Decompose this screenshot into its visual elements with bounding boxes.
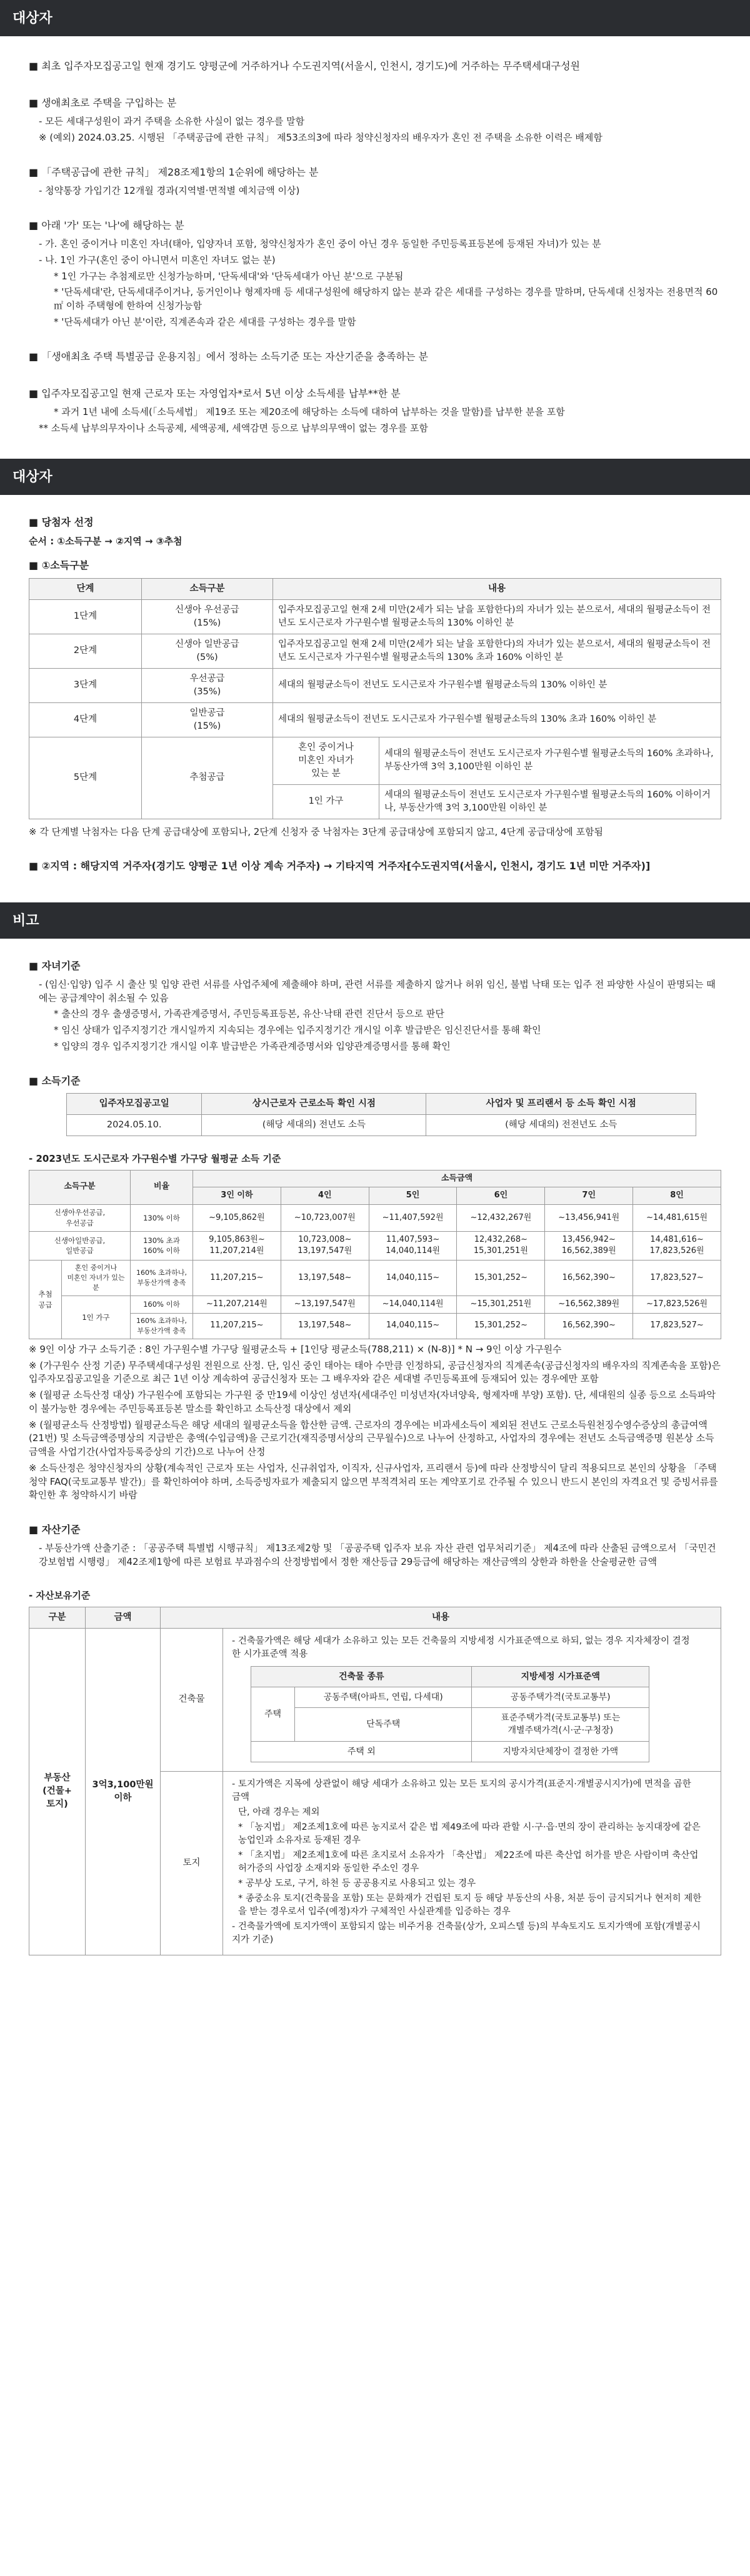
cell: ~11,407,592원 bbox=[369, 1205, 457, 1231]
section-bar-3 bbox=[0, 902, 750, 939]
land-label: 토지 bbox=[161, 1772, 223, 1955]
th: 건축물 종류 bbox=[251, 1666, 472, 1687]
sub: 1인 가구 bbox=[62, 1296, 131, 1339]
line: - 가. 혼인 중이거나 미혼인 자녀(태아, 입양자녀 포함, 청약신청자가 혼인 중이 아닌 경우 동일한 주민등록표등본에 등재된 자녀)가 있는 분 bbox=[39, 238, 601, 249]
income-check-table bbox=[66, 1093, 696, 1136]
land-line: * 종중소유 토지(건축물을 포함) 또는 문화재가 건립된 토지 등 해당 부동산의 사용, 처분 등이 금지되거나 현저히 제한을 받는 경우로서 입주(예정)자가 구체적인 사실관계를 입증하는 경우 bbox=[238, 1894, 702, 1917]
cell: 14,040,115~ bbox=[369, 1313, 457, 1339]
item-household: ■ 아래 '가' 또는 '나'에 해당하는 분 bbox=[29, 218, 721, 232]
line: - 청약통장 가입기간 12개월 경과(지역별·면적별 예치금액 이상) bbox=[39, 185, 300, 197]
th: 6인 bbox=[457, 1187, 545, 1205]
line: * 1인 가구는 추첨제로만 신청가능하며, '단독세대'와 '단독세대가 아닌 분'으로 구분됨 bbox=[54, 270, 404, 282]
cell: ~11,207,214원 bbox=[193, 1296, 281, 1314]
section-bar-1 bbox=[0, 0, 750, 36]
line: ※ (예외) 2024.03.25. 시행된 「주택공급에 관한 규칙」 제53조의3에 따라 청약신청자의 배우자가 혼인 전 주택을 소유한 이력은 배제함 bbox=[39, 132, 602, 144]
section-2 bbox=[0, 495, 750, 902]
cell: ~15,301,251원 bbox=[457, 1296, 545, 1314]
td: 2024.05.10. bbox=[67, 1114, 202, 1136]
td: 주택 외 bbox=[251, 1741, 472, 1762]
section-3 bbox=[0, 939, 750, 1971]
cell: 17,823,527~ bbox=[633, 1261, 721, 1296]
item-income-standard: ■ 「생애최초 주택 특별공급 운용지침」에서 정하는 소득기준 또는 자산기준을 충족하는 분 bbox=[29, 349, 721, 364]
line: - (임신·입양) 입주 시 출산 및 입양 관련 서류를 사업주체에 제출해야 하며, 관련 서류를 제출하지 않거나 허위 임신, 불법 낙태 또는 입주 전 파양한 사실이 판명되는 때에는 공급계약이 취소될 수 있음 bbox=[39, 978, 716, 1004]
item-residence: ■ 최초 입주자모집공고일 현재 경기도 양평군에 거주하거나 수도권지역(서울시, 인천시, 경기도)에 거주하는 무주택세대구성원 bbox=[29, 59, 721, 73]
kind: 신생아 우선공급 (15%) bbox=[142, 599, 273, 634]
child-standard: ■ 자녀기준 bbox=[29, 959, 721, 973]
income-standard: ■ 소득기준 bbox=[29, 1074, 721, 1088]
th: 8인 bbox=[633, 1187, 721, 1205]
label: 신생아우선공급, 우선공급 bbox=[29, 1205, 131, 1231]
td: (해당 세대의) 전전년도 소득 bbox=[426, 1114, 696, 1136]
cell: 14,481,616~ 17,823,526원 bbox=[633, 1231, 721, 1261]
sub-label: 1인 가구 bbox=[273, 784, 379, 819]
cell: 13,197,548~ bbox=[281, 1313, 369, 1339]
line: * 출산의 경우 출생증명서, 가족관계증명서, 주민등록표등본, 유산·낙태 관련 진단서 등으로 판단 bbox=[54, 1008, 444, 1020]
land-line: 단, 아래 경우는 제외 bbox=[238, 1807, 320, 1818]
selection-order: 순서 : ①소득구분 → ②지역 → ③추첨 bbox=[29, 535, 182, 547]
building-intro: - 건축물가액은 해당 세대가 소유하고 있는 모든 건축물의 지방세정 시가표준액으로 하되, 없는 경우 지자체장이 결정한 시가표준액 적용 bbox=[232, 1635, 690, 1659]
desc: 세대의 월평균소득이 전년도 도시근로자 가구원수별 월평균소득의 160% 이하이거나, 부동산가액 3억 3,100만원 이하인 분 bbox=[379, 784, 721, 819]
cell: 12,432,268~ 15,301,251원 bbox=[457, 1231, 545, 1261]
cell: ~17,823,526원 bbox=[633, 1296, 721, 1314]
cell: 15,301,252~ bbox=[457, 1261, 545, 1296]
section-1 bbox=[0, 36, 750, 459]
cell: ~13,197,547원 bbox=[281, 1296, 369, 1314]
cell: 11,407,593~ 14,040,114원 bbox=[369, 1231, 457, 1261]
kind: 신생아 일반공급 (5%) bbox=[142, 634, 273, 668]
desc: 세대의 월평균소득이 전년도 도시근로자 가구원수별 월평균소득의 130% 초과 160% 이하인 분 bbox=[273, 702, 721, 737]
td: 공동주택가격(국토교통부) bbox=[472, 1687, 649, 1707]
cell: ~9,105,862원 bbox=[193, 1205, 281, 1231]
line: * '단독세대'란, 단독세대주이거나, 동거인이나 형제자매 등 세대구성원에 해당하지 않는 분과 같은 세대를 구성하는 경우를 말하며, 단독세대 신청자는 전용면적 60㎡ 이하 주택형에 한하여 신청가능함 bbox=[54, 286, 718, 311]
group: 추첨 공급 bbox=[29, 1261, 62, 1339]
cell: 15,301,252~ bbox=[457, 1313, 545, 1339]
asset-standard: ■ 자산기준 bbox=[29, 1522, 721, 1537]
td: 단독주택 bbox=[295, 1708, 472, 1742]
land-line: * 공부상 도로, 구거, 하천 등 공공용지로 사용되고 있는 경우 bbox=[238, 1879, 476, 1889]
cell: ~14,481,615원 bbox=[633, 1205, 721, 1231]
line: - 모든 세대구성원이 과거 주택을 소유한 사실이 없는 경우를 말함 bbox=[39, 116, 305, 127]
asset-table-title: - 자산보유기준 bbox=[29, 1589, 91, 1601]
step: 5단계 bbox=[29, 737, 142, 819]
asset-category: 부동산 (건물+ 토지) bbox=[29, 1628, 86, 1955]
th: 상시근로자 근로소득 확인 시점 bbox=[202, 1093, 426, 1114]
note: ※ (월평균소득 산정방법) 월평균소득은 해당 세대의 월평균소득을 합산한 금액. 근로자의 경우에는 비과세소득이 제외된 전년도 근로소득원천징수영수증상의 총급여액(21번) 및 소득금액증명상의 지급받은 총액(수입금액)을 근로기간(재직증명서상의 근무월수)으로 나누어 산정하고, 사업자의 경우에는 전년도 소득금액증명 원본상 소득금액을 사업기간(사업자등록증상의 기간)으로 나누어 산정 bbox=[29, 1419, 714, 1458]
note: ※ 소득산정은 청약신청자의 상황(계속적인 근로자 또는 사업자, 신규취업자, 이직자, 신규사업자, 프리랜서 등)에 따라 산정방식이 달리 적용되므로 본인의 상황을 「주택청약 FAQ(국토교통부 발간)」를 확인하여야 하며, 소득증빙자료가 제출되지 않으면 부적격처리 또는 계약포기로 간주될 수 있으니 반드시 본인의 자격요건 및 증빙서류를 확인한 후 청약하시기 바람 bbox=[29, 1462, 718, 1501]
th: 지방세정 시가표준액 bbox=[472, 1666, 649, 1687]
section-title: 대상자 bbox=[12, 469, 52, 486]
line: * '단독세대가 아닌 분'이란, 직계존속과 같은 세대를 구성하는 경우를 말함 bbox=[54, 316, 356, 327]
land-line: - 건축물가액에 토지가액이 포함되지 않는 비주거용 건축물(상가, 오피스텔 등)의 부속토지도 토지가액에 포함(개별공시지가 기준) bbox=[232, 1922, 701, 1945]
th: 4인 bbox=[281, 1187, 369, 1205]
th: 단계 bbox=[29, 578, 142, 599]
note: ※ (가구원수 산정 기준) 무주택세대구성원 전원으로 산정. 단, 임신 중인 태아는 태아 수만큼 인정하되, 공급신청자의 직계존속(공급신청자의 배우자의 직계존속을 포함)은 입주자모집공고일을 기준으로 최근 1년 이상 계속하여 공급신청자 또는 그 배우자와 같은 세대별 주민등록표에 등재되어 있는 경우에만 포함 bbox=[29, 1359, 721, 1385]
line: * 과거 1년 내에 소득세(「소득세법」 제19조 또는 제20조에 해당하는 소득에 대하여 납부하는 것을 말함)를 납부한 분을 포함 bbox=[54, 406, 565, 417]
cell: 13,197,548~ bbox=[281, 1261, 369, 1296]
asset-amount: 3억3,100만원 이하 bbox=[86, 1628, 161, 1955]
cell: 13,456,942~ 16,562,389원 bbox=[545, 1231, 633, 1261]
note: ※ 9인 이상 가구 소득기준 : 8인 가구원수별 가구당 월평균소득 + [1인당 평균소득(788,211) × (N-8)] * N → 9인 이상 가구원수 bbox=[29, 1343, 562, 1355]
td: 공동주택(아파트, 연립, 다세대) bbox=[295, 1687, 472, 1707]
land-line: * 「초지법」 제2조제1호에 따른 초지로서 소유자가 「축산법」 제22조에 따른 축산업 허가를 받은 사람이며 축산업 허가증의 사업장 소재지와 동일한 주소인 경우 bbox=[238, 1850, 699, 1874]
income-table-title: - 2023년도 도시근로자 가구원수별 가구당 월평균 소득 기준 bbox=[29, 1152, 281, 1164]
cell: ~14,040,114원 bbox=[369, 1296, 457, 1314]
cell: 16,562,390~ bbox=[545, 1313, 633, 1339]
building-label: 건축물 bbox=[161, 1628, 223, 1772]
kind: 우선공급 (35%) bbox=[142, 668, 273, 702]
ratio: 160% 초과하나, 부동산가액 충족 bbox=[131, 1261, 193, 1296]
cell: 10,723,008~ 13,197,547원 bbox=[281, 1231, 369, 1261]
building-type-table bbox=[251, 1666, 649, 1762]
th: 사업자 및 프리랜서 등 소득 확인 시점 bbox=[426, 1093, 696, 1114]
cell: ~10,723,007원 bbox=[281, 1205, 369, 1231]
cell: ~16,562,389원 bbox=[545, 1296, 633, 1314]
th: 5인 bbox=[369, 1187, 457, 1205]
line: ** 소득세 납부의무자이나 소득공제, 세액공제, 세액감면 등으로 납부의무액이 없는 경우를 포함 bbox=[39, 422, 428, 434]
note: ※ (월평균 소득산정 대상) 가구원수에 포함되는 가구원 중 만19세 이상인 성년자(세대주인 미성년자(자녀양육, 형제자매 부양) 포함). 단, 세대원의 실종 등으로 소득파악이 불가능한 경우에는 주민등록표등본 말소를 확인하고 소득산정 대상에서 제외 bbox=[29, 1389, 716, 1414]
section-title: 비고 bbox=[12, 912, 39, 929]
asset-table bbox=[29, 1607, 721, 1956]
cell: 11,207,215~ bbox=[193, 1313, 281, 1339]
note: ※ 각 단계별 낙첨자는 다음 단계 공급대상에 포함되나, 2단계 신청자 중 낙첨자는 3단계 공급대상에 포함되지 않고, 4단계 공급대상에 포함됨 bbox=[29, 826, 604, 837]
item-first-priority: ■ 「주택공급에 관한 규칙」 제28조제1항의 1순위에 해당하는 분 bbox=[29, 165, 721, 179]
td: (해당 세대의) 전년도 소득 bbox=[202, 1114, 426, 1136]
th: 소득구분 bbox=[142, 578, 273, 599]
land-line: - 토지가액은 지목에 상관없이 해당 세대가 소유하고 있는 모든 토지의 공시가격(표준지·개별공시지가)에 면적을 곱한 금액 bbox=[232, 1779, 691, 1803]
desc: 세대의 월평균소득이 전년도 도시근로자 가구원수별 월평균소득의 160% 초과하나, 부동산가액 3억 3,100만원 이하인 분 bbox=[379, 737, 721, 784]
cell: 11,207,215~ bbox=[193, 1261, 281, 1296]
th: 소득구분 bbox=[29, 1170, 131, 1205]
step: 1단계 bbox=[29, 599, 142, 634]
cell: ~12,432,267원 bbox=[457, 1205, 545, 1231]
th: 입주자모집공고일 bbox=[67, 1093, 202, 1114]
step: 4단계 bbox=[29, 702, 142, 737]
cell: 14,040,115~ bbox=[369, 1261, 457, 1296]
cell: 17,823,527~ bbox=[633, 1313, 721, 1339]
item-tax: ■ 입주자모집공고일 현재 근로자 또는 자영업자*로서 5년 이상 소득세를 납부**한 분 bbox=[29, 386, 721, 401]
th: 소득금액 bbox=[193, 1170, 721, 1187]
td: 표준주택가격(국토교통부) 또는 개별주택가격(시·군·구청장) bbox=[472, 1708, 649, 1742]
line: - 나. 1인 가구(혼인 중이 아니면서 미혼인 자녀도 없는 분) bbox=[39, 254, 276, 266]
section-title: 대상자 bbox=[12, 11, 52, 26]
line: * 입양의 경우 입주지정기간 개시일 이후 발급받은 가족관계증명서와 입양관계증명서를 통해 확인 bbox=[54, 1040, 451, 1052]
winner-selection: ■ 당첨자 선정 bbox=[29, 515, 721, 529]
line: * 임신 상태가 입주지정기간 개시일까지 지속되는 경우에는 입주지정기간 개시일 이후 발급받은 임신진단서를 통해 확인 bbox=[54, 1024, 541, 1036]
land-line: * 「농지법」 제2조제1호에 따른 농지로서 같은 법 제49조에 따라 관할 시·구·읍·면의 장이 관리하는 농지대장에 같은 농업인과 소유자로 등재된 경우 bbox=[238, 1822, 701, 1846]
income-class-table bbox=[29, 578, 721, 819]
ratio: 160% 초과하나, 부동산가액 충족 bbox=[131, 1313, 193, 1339]
region-info: ■ ②지역 : 해당지역 거주자(경기도 양평군 1년 이상 계속 거주자) → 기타지역 거주자[수도권지역(서울시, 인천시, 경기도 1년 미만 거주자)] bbox=[29, 859, 721, 873]
cell: 16,562,390~ bbox=[545, 1261, 633, 1296]
cell: ~13,456,941원 bbox=[545, 1205, 633, 1231]
item-first-home: ■ 생애최초로 주택을 구입하는 분 bbox=[29, 96, 721, 110]
sub-label: 혼인 중이거나 미혼인 자녀가 있는 분 bbox=[273, 737, 379, 784]
ratio: 130% 이하 bbox=[131, 1205, 193, 1231]
section-bar-2 bbox=[0, 459, 750, 495]
cell: 9,105,863원~ 11,207,214원 bbox=[193, 1231, 281, 1261]
th: 내용 bbox=[161, 1607, 721, 1628]
th: 비율 bbox=[131, 1170, 193, 1205]
th: 3인 이하 bbox=[193, 1187, 281, 1205]
kind: 추첨공급 bbox=[142, 737, 273, 819]
income-class-title: ■ ①소득구분 bbox=[29, 558, 721, 572]
step: 2단계 bbox=[29, 634, 142, 668]
desc: 세대의 월평균소득이 전년도 도시근로자 가구원수별 월평균소득의 130% 이하인 분 bbox=[273, 668, 721, 702]
sub: 혼인 중이거나 미혼인 자녀가 있는 분 bbox=[62, 1261, 131, 1296]
kind: 일반공급 (15%) bbox=[142, 702, 273, 737]
desc: 입주자모집공고일 현재 2세 미만(2세가 되는 날을 포함한다)의 자녀가 있는 분으로서, 세대의 월평균소득이 전년도 도시근로자 가구원수별 월평균소득의 130% 초과 160% 이하인 분 bbox=[273, 634, 721, 668]
td: 지방자치단체장이 결정한 가액 bbox=[472, 1741, 649, 1762]
th: 내용 bbox=[273, 578, 721, 599]
ratio: 160% 이하 bbox=[131, 1296, 193, 1314]
house-label: 주택 bbox=[251, 1687, 295, 1741]
ratio: 130% 초과 160% 이하 bbox=[131, 1231, 193, 1261]
th: 금액 bbox=[86, 1607, 161, 1628]
desc: 입주자모집공고일 현재 2세 미만(2세가 되는 날을 포함한다)의 자녀가 있는 분으로서, 세대의 월평균소득이 전년도 도시근로자 가구원수별 월평균소득의 130% 이하인 분 bbox=[273, 599, 721, 634]
step: 3단계 bbox=[29, 668, 142, 702]
label: 신생아일반공급, 일반공급 bbox=[29, 1231, 131, 1261]
income-amount-table bbox=[29, 1170, 721, 1339]
th: 구분 bbox=[29, 1607, 86, 1628]
th: 7인 bbox=[545, 1187, 633, 1205]
line: - 부동산가액 산출기준 : 「공공주택 특별법 시행규칙」 제13조제2항 및 「공공주택 입주자 보유 자산 관련 업무처리기준」 제4조에 따라 산출된 금액으로서 「국민건강보험법 시행령」 제42조제1항에 따른 보험료 부과점수의 산정방법에서 정한 재산등급 29등급에 해당하는 재산금액의 상한과 하한을 산술평균한 금액 bbox=[39, 1542, 716, 1567]
